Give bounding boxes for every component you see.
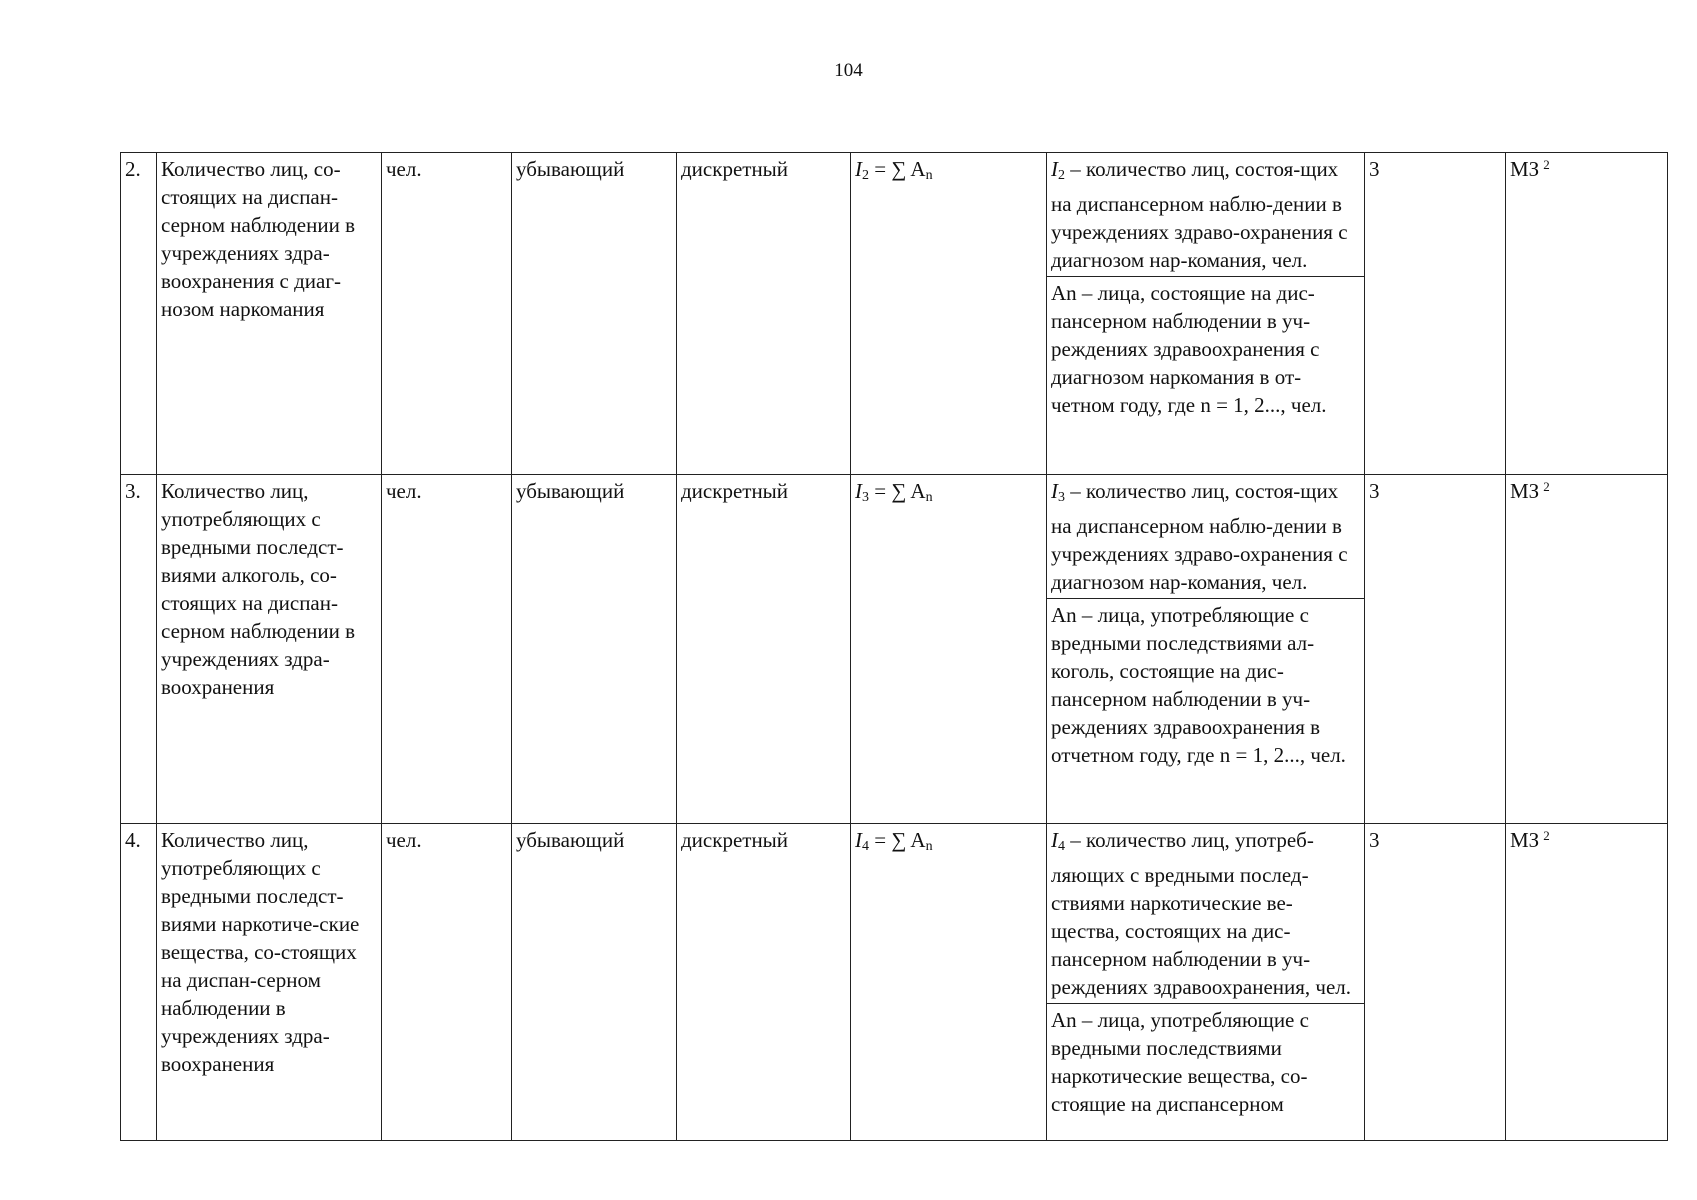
- trend-cell: убывающий: [512, 824, 677, 1141]
- description-primary: $I_4$ – количество лиц, употреб-ляющих с вредными послед-ствиями наркотические ве-щества, состоящих на дис-пансерном наблюдении в уч-реждениях здравоохранения, чел.: [1051, 828, 1352, 999]
- description-cell: [1047, 153, 1365, 475]
- table-row: [121, 475, 1668, 824]
- description-secondary: An – лица, состоящие на дис-пансерном наблюдении в уч-реждениях здравоохранения с диагнозом наркомания в от-четном году, где n = 1, 2..., чел.: [1047, 276, 1364, 421]
- unit-cell: чел.: [382, 824, 512, 1141]
- page-number: 104: [834, 60, 863, 81]
- formula-cell: $I_4$ = ∑ $A_n$: [851, 824, 1047, 1141]
- description-primary: $I_2$ – количество лиц, состоя-щих на диспансерном наблю-дении в учреждениях здраво-охранения с диагнозом нар-комания, чел.: [1051, 157, 1348, 272]
- type-cell: дискретный: [677, 153, 851, 475]
- description-cell: [1047, 475, 1365, 824]
- trend-cell: убывающий: [512, 475, 677, 824]
- description-primary: $I_3$ – количество лиц, состоя-щих на диспансерном наблю-дении в учреждениях здраво-охранения с диагнозом нар-комания, чел.: [1051, 479, 1348, 594]
- row-number: 3.: [121, 475, 157, 824]
- type-cell: дискретный: [677, 475, 851, 824]
- table-row: [121, 824, 1668, 1141]
- type-cell: дискретный: [677, 824, 851, 1141]
- description-secondary: An – лица, употребляющие с вредными последствиями наркотические вещества, со-стоящие на диспансерном: [1047, 1003, 1364, 1120]
- formula-cell: $I_2$ = ∑ $A_n$: [851, 153, 1047, 475]
- source-cell: МЗ $^2$: [1506, 824, 1668, 1141]
- unit-cell: чел.: [382, 475, 512, 824]
- indicators-table: [120, 152, 1668, 1141]
- indicator-name: Количество лиц, употребляющих с вредными последст-виями алкоголь, со-стоящих на диспан-серном наблюдении в учреждениях здра-воохранения: [157, 475, 382, 824]
- source-cell: МЗ $^2$: [1506, 153, 1668, 475]
- period-cell: 3: [1365, 475, 1506, 824]
- indicator-name: Количество лиц, употребляющих с вредными последст-виями наркотиче-ские вещества, со-стоящих на диспан-серном наблюдении в учреждениях здра-воохранения: [157, 824, 382, 1141]
- trend-cell: убывающий: [512, 153, 677, 475]
- unit-cell: чел.: [382, 153, 512, 475]
- description-secondary: An – лица, употребляющие с вредными последствиями ал-коголь, состоящие на дис-пансерном наблюдении в уч-реждениях здравоохранения в отчетном году, где n = 1, 2..., чел.: [1047, 598, 1364, 771]
- period-cell: 3: [1365, 153, 1506, 475]
- formula-cell: $I_3$ = ∑ $A_n$: [851, 475, 1047, 824]
- source-cell: МЗ $^2$: [1506, 475, 1668, 824]
- table-row: [121, 153, 1668, 475]
- description-cell: [1047, 824, 1365, 1141]
- row-number: 4.: [121, 824, 157, 1141]
- row-number: 2.: [121, 153, 157, 475]
- indicator-name: Количество лиц, со-стоящих на диспан-серном наблюдении в учреждениях здра-воохранения с диаг-нозом наркомания: [157, 153, 382, 475]
- period-cell: 3: [1365, 824, 1506, 1141]
